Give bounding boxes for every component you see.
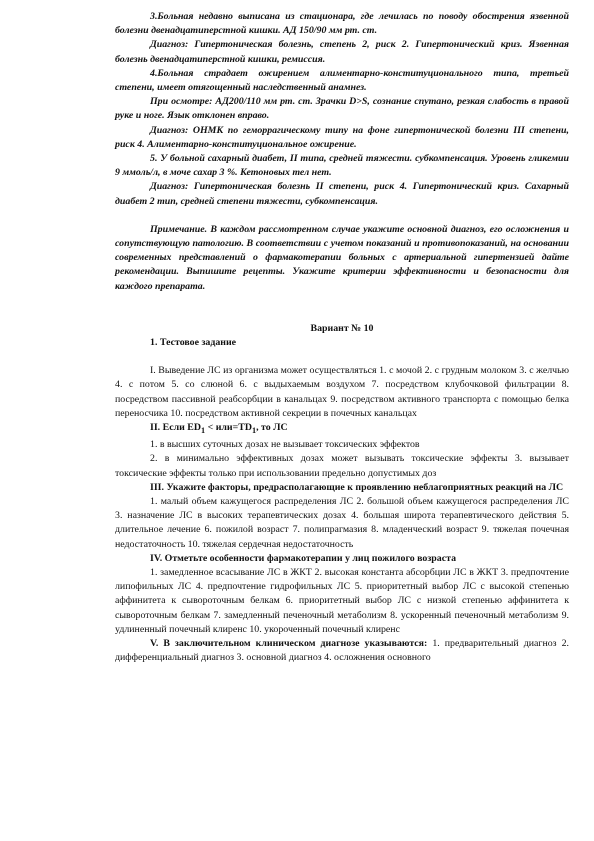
case-4-diagnosis: Диагноз: ОНМК по геморрагическому типу на фоне гипертонической болезни III степени, риск 4. Алиментарно-конституциональное ожирение.: [115, 124, 569, 150]
question-2-option-2: 2. в минимально эффективных дозах может вызывать токсические эффекты 3. вызывает токсические эффекты только при использовании предельно допустимых доз: [115, 453, 569, 479]
case-4-text: 4.Больная страдает ожирением алиментарно-конституционального типа, третьей степени, имеет отягощенный наследственный анамнез.: [115, 67, 569, 94]
case-5-text: 5. У больной сахарный диабет, II типа, средней тяжести. субкомпенсация. Уровень гликемии 9 ммоль/л, в моче сахар 3 %. Кетоновых тел нет.: [115, 153, 569, 179]
question-3-body: 1. малый объем кажущегося распределения ЛС 2. большой объем кажущегося распределения ЛС 3. назначение ЛС в высоких терапевтических дозах 4. большая широта терапевтического действия 5. длительное лечение 6. пожилой возраст 7. полипрагмазия 8. младенческий возраст 9. тяжелая почечная недостаточность 10. тяжелая сердечная недостаточность: [115, 496, 569, 550]
question-3-heading: III. Укажите факторы, предрасполагающие к проявлению неблагоприятных реакций на ЛС: [150, 481, 564, 493]
question-2-heading-mid: < или=TD: [205, 422, 252, 434]
case-3-diagnosis: Диагноз: Гипертоническая болезнь, степень 2, риск 2. Гипертонический криз. Язвенная болезнь двенадцатиперстной кишки, ремиссия.: [115, 39, 569, 65]
spacer: [115, 209, 569, 223]
question-2-heading-suffix: , то ЛС: [256, 422, 288, 434]
variant-title: Вариант № 10: [310, 322, 374, 334]
question-2-heading: [115, 421, 569, 438]
question-4-heading: IV. Отметьте особенности фармакотерапии у лиц пожилого возраста: [150, 552, 457, 564]
spacer: [115, 294, 569, 322]
case-4-exam: При осмотре: АД200/110 мм рт. ст. Зрачки D>S, сознание спутано, резкая слабость в правой руке и ноге. Язык отклонен вправо.: [115, 96, 569, 122]
section-title: 1. Тестовое задание: [150, 337, 237, 349]
note-paragraph: Примечание. В каждом рассмотренном случае укажите основной диагноз, его осложнения и сопутствующую патологию. В соответствии с учетом показаний и противопоказаний, на основании современных представлений о фармакотерапии больных с артериальной гипертензией дайте рекомендации. Выпишите рецепты. Укажите критерии эффективности и безопасности для каждого препарата.: [115, 223, 569, 292]
question-2-heading-sub2: 1: [251, 426, 257, 436]
case-5-diagnosis: Диагноз: Гипертоническая болезнь II степени, риск 4. Гипертонический криз. Сахарный диабет 2 тип, средней степени тяжести, субкомпенсация.: [115, 181, 569, 207]
question-4-body: 1. замедленное всасывание ЛС в ЖКТ 2. высокая константа абсорбции ЛС в ЖКТ 3. предпочтение липофильных ЛС 4. предпочтение гидрофильных ЛС 5. приоритетный выбор ЛС с высокой степенью аффинитета к сывороточным белкам 6. приоритетный выбор ЛС с низкой степенью аффинитета к сывороточным белкам 7. замедленный печеночный метаболизм 8. ускоренный печеночный метаболизм 9. удлиненный почечный клиренс 10. укороченный почечный клиренс: [115, 567, 569, 635]
spacer: [115, 350, 569, 364]
case-3-text: 3.Больная недавно выписана из стационара, где лечилась по поводу обострения язвенной болезни двенадцатиперстной кишки. АД 150/90 мм рт. ст.: [115, 11, 569, 37]
question-5-body: 1. предварительный диагноз 2. дифференциальный диагноз 3. основной диагноз 4. осложнения основного: [115, 638, 569, 664]
question-2-option-1: 1. в высших суточных дозах не вызывает токсических эффектов: [150, 439, 420, 451]
question-1: I. Выведение ЛС из организма может осуществляться 1. с мочой 2. с грудным молоком 3. с желчью 4. с потом 5. со слюной 6. с выдыхаемым воздухом 7. посредством клубочковой фильтрации 8. посредством пассивной реабсорбции в канальцах 9. посредством активного транспорта с помощью белка переносчика 10. посредством активной секреции в почечных канальцах: [115, 365, 569, 419]
question-5: [115, 637, 569, 665]
question-2-heading-prefix: II. Если ED: [150, 422, 202, 434]
question-5-heading: V. В заключительном клиническом диагнозе указываются:: [150, 638, 428, 650]
question-2-heading-sub1: 1: [201, 426, 206, 436]
